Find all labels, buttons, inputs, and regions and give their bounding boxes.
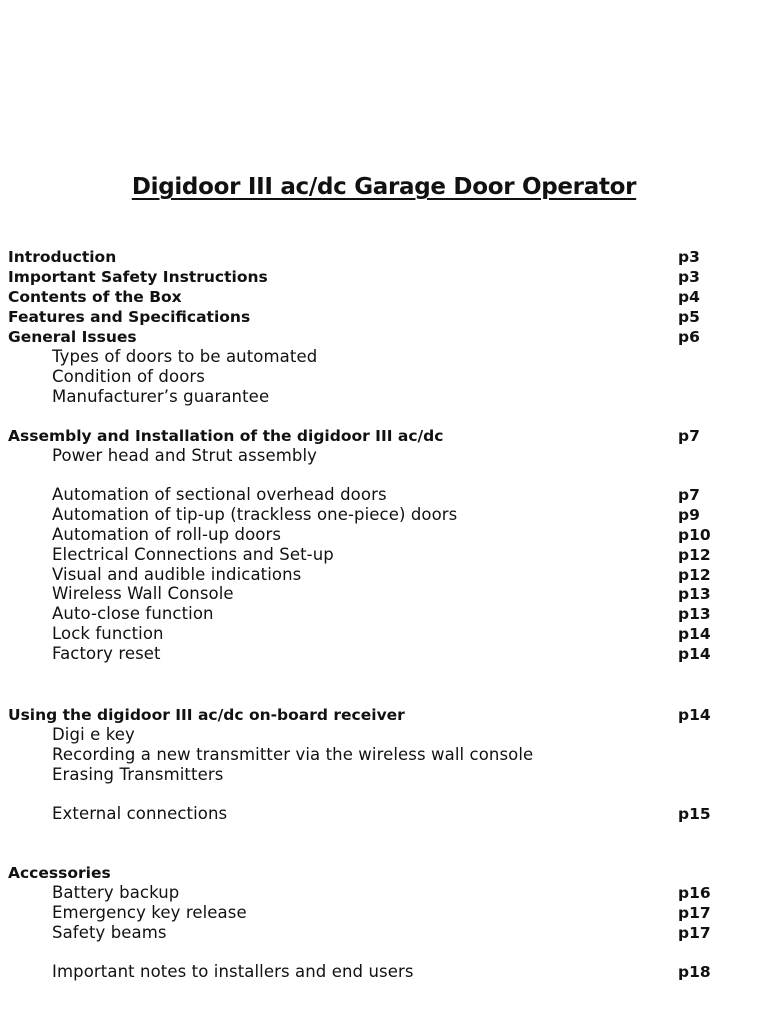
- toc-entry-title: Erasing Transmitters: [52, 765, 224, 784]
- toc-entry-title: Lock function: [52, 624, 164, 643]
- toc-page-number: p5: [678, 308, 700, 326]
- toc-section-entry: [8, 287, 758, 307]
- toc-subsection-entry: [8, 644, 758, 664]
- toc-entry-title: External connections: [52, 804, 228, 823]
- toc-entry-title: Emergency key release: [52, 903, 247, 922]
- toc-section-entry: [8, 247, 758, 267]
- toc-entry-title: Important notes to installers and end users: [52, 962, 414, 981]
- toc-subsection-entry: [8, 584, 758, 604]
- toc-page-number: p14: [678, 625, 711, 643]
- document-title: Digidoor III ac/dc Garage Door Operator: [131, 174, 637, 200]
- toc-entry-title: Important Safety Instructions: [8, 268, 268, 286]
- toc-subsection-entry: [8, 367, 758, 387]
- toc-entry-title: Safety beams: [52, 923, 167, 942]
- toc-entry-title: Manufacturer’s guarantee: [52, 387, 270, 406]
- toc-entry-title: Automation of tip-up (trackless one-piece) doors: [52, 505, 458, 524]
- toc-section-entry: [8, 863, 758, 883]
- toc-subsection-entry: [8, 545, 758, 565]
- toc-subsection-entry: [8, 604, 758, 624]
- toc-section-entry: [8, 327, 758, 347]
- toc-subsection-entry: [8, 725, 758, 745]
- toc-subsection-entry: [8, 745, 758, 765]
- toc-page-number: p3: [678, 268, 700, 286]
- toc-subsection-entry: [8, 485, 758, 505]
- toc-subsection-entry: [8, 387, 758, 407]
- toc-entry-title: Automation of sectional overhead doors: [52, 485, 387, 504]
- toc-entry-title: Accessories: [8, 864, 111, 882]
- toc-entry-title: Auto-close function: [52, 604, 214, 623]
- toc-subsection-entry: [8, 446, 758, 466]
- toc-subsection-entry: [8, 347, 758, 367]
- toc-page-number: p4: [678, 288, 700, 306]
- toc-page-number: p14: [678, 645, 711, 663]
- toc-entry-title: Electrical Connections and Set-up: [52, 545, 334, 564]
- toc-subsection-entry: [8, 883, 758, 903]
- toc-entry-title: Battery backup: [52, 883, 180, 902]
- toc-entry-title: Contents of the Box: [8, 288, 182, 306]
- toc-section-entry: [8, 705, 758, 725]
- toc-subsection-entry: [8, 903, 758, 923]
- toc-page-number: p3: [678, 248, 700, 266]
- toc-entry-title: Features and Specifications: [8, 308, 251, 326]
- toc-entry-title: Using the digidoor III ac/dc on-board receiver: [8, 706, 405, 724]
- toc-page-number: p12: [678, 566, 711, 584]
- toc-page-number: p18: [678, 963, 711, 981]
- toc-page-number: p7: [678, 486, 700, 504]
- toc-entry-title: Wireless Wall Console: [52, 584, 234, 603]
- toc-page-number: p14: [678, 706, 711, 724]
- toc-entry-title: Assembly and Installation of the digidoor III ac/dc: [8, 427, 444, 445]
- toc-subsection-entry: [8, 962, 758, 982]
- toc-entry-title: Visual and audible indications: [52, 565, 302, 584]
- toc-page-number: p12: [678, 546, 711, 564]
- toc-page-number: p7: [678, 427, 700, 445]
- toc-subsection-entry: [8, 624, 758, 644]
- toc-entry-title: General Issues: [8, 328, 137, 346]
- toc-section-entry: [8, 307, 758, 327]
- toc-subsection-entry: [8, 505, 758, 525]
- toc-page-number: p9: [678, 506, 700, 524]
- toc-entry-title: Condition of doors: [52, 367, 205, 386]
- toc-section-entry: [8, 426, 758, 446]
- toc-section-entry: [8, 267, 758, 287]
- toc-page-number: p6: [678, 328, 700, 346]
- toc-page-number: p15: [678, 805, 711, 823]
- toc-subsection-entry: [8, 765, 758, 785]
- toc-entry-title: Introduction: [8, 248, 117, 266]
- toc-subsection-entry: [8, 923, 758, 943]
- toc-page-number: p17: [678, 904, 711, 922]
- toc-page-number: p13: [678, 605, 711, 623]
- toc-subsection-entry: [8, 804, 758, 824]
- toc-page-number: p10: [678, 526, 711, 544]
- toc-entry-title: Types of doors to be automated: [52, 347, 318, 366]
- toc-entry-title: Digi e key: [52, 725, 135, 744]
- toc-entry-title: Factory reset: [52, 644, 161, 663]
- toc-entry-title: Recording a new transmitter via the wireless wall console: [52, 745, 534, 764]
- toc-entry-title: Automation of roll-up doors: [52, 525, 282, 544]
- toc-entry-title: Power head and Strut assembly: [52, 446, 318, 465]
- toc-subsection-entry: [8, 565, 758, 585]
- toc-page-number: p17: [678, 924, 711, 942]
- toc-page-number: p13: [678, 585, 711, 603]
- toc-page-number: p16: [678, 884, 711, 902]
- toc-subsection-entry: [8, 525, 758, 545]
